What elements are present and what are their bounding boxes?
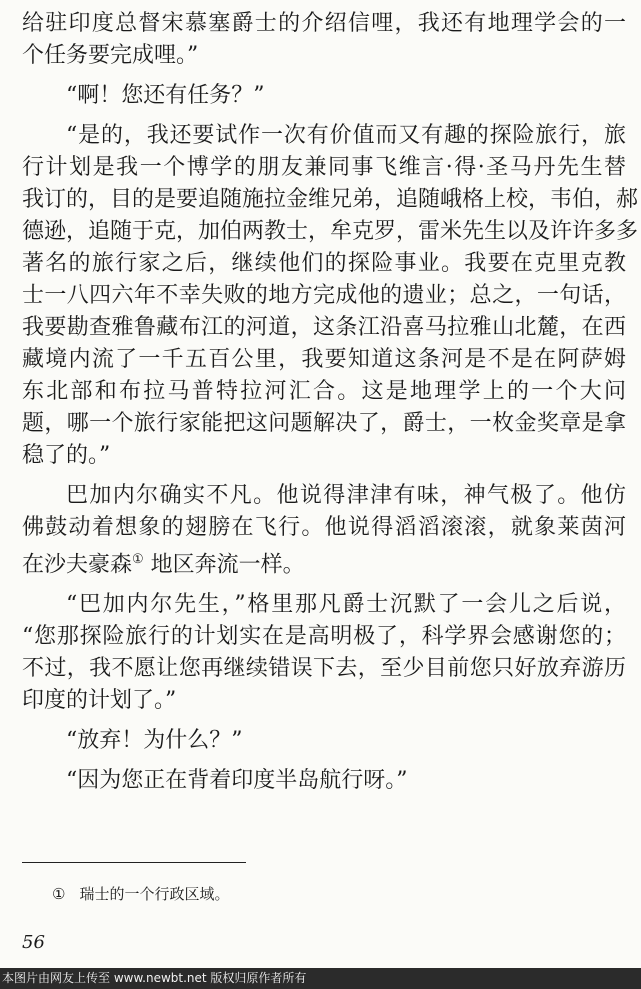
text-line: “巴加内尔先生，”格里那凡爵士沉默了一会儿之后说， xyxy=(66,592,626,618)
text-line: 个任务要完成哩。” xyxy=(22,43,199,68)
paragraph-7 xyxy=(22,765,626,797)
text-line: 题，哪一个旅行家能把这问题解决了，爵士，一枚金奖章是拿 xyxy=(22,411,626,436)
text-line: 著名的旅行家之后，继续他们的探险事业。我要在克里克教 xyxy=(22,251,626,276)
body-text xyxy=(22,8,639,805)
text-line: “是的，我还要试作一次有价值而又有趣的探险旅行，旅 xyxy=(66,123,626,148)
paragraph-1 xyxy=(22,8,626,72)
text-line: 不过，我不愿让您再继续错误下去，至少目前您只好放弃游历 xyxy=(22,656,626,682)
text-line: 印度的计划了。” xyxy=(22,688,177,714)
text-line: 给驻印度总督宋慕塞爵士的介绍信哩，我还有地理学会的一 xyxy=(22,11,626,36)
text-fragment: 在沙夫豪森 xyxy=(22,552,133,578)
text-line: “因为您正在背着印度半岛航行呀。” xyxy=(66,768,408,794)
paragraph-5 xyxy=(22,589,626,717)
text-line: 巴加内尔确实不凡。他说得津津有味，神气极了。他仿 xyxy=(66,483,626,508)
text-line: 士一八四六年不幸失败的地方完成他的遗业；总之，一句话， xyxy=(22,283,626,308)
text-line: 稳了的。” xyxy=(22,443,111,468)
text-line: “啊！您还有任务？” xyxy=(66,83,265,108)
footnote-ref-mark: ① xyxy=(132,552,144,567)
text-fragment: 地区奔流一样。 xyxy=(150,552,305,578)
paragraph-2 xyxy=(22,80,626,112)
footnote-divider xyxy=(22,862,246,863)
footnote xyxy=(52,884,229,904)
text-line xyxy=(22,544,626,581)
page-number: 56 xyxy=(22,932,45,953)
footnote-text: 瑞士的一个行政区域。 xyxy=(79,885,230,903)
text-line: 佛鼓动着想象的翅膀在飞行。他说得滔滔滚滚，就象莱茵河 xyxy=(22,515,626,540)
text-line: 我要勘查雅鲁藏布江的河道，这条江沿喜马拉雅山北麓，在西 xyxy=(22,315,626,340)
text-line: “放弃！为什么？” xyxy=(66,728,243,754)
text-line: 德逊，追随于克，加伯两教士，牟克罗，雷米先生以及许许多多 xyxy=(22,219,639,244)
text-line: 藏境内流了一千五百公里，我要知道这条河是不是在阿萨姆 xyxy=(22,347,626,372)
paragraph-3 xyxy=(22,120,639,472)
paragraph-4 xyxy=(22,480,626,581)
text-line: 我订的，目的是要追随施拉金维兄弟，追随峨格上校，韦伯，郝 xyxy=(22,187,639,212)
footnote-mark: ① xyxy=(52,885,66,903)
paragraph-6 xyxy=(22,725,626,757)
text-line: 东北部和布拉马普特拉河汇合。这是地理学上的一个大问 xyxy=(22,379,626,404)
text-line: 行计划是我一个博学的朋友兼同事飞维言·得·圣马丹先生替 xyxy=(22,155,626,180)
watermark-bar: 本图片由网友上传至 www.newbt.net 版权归原作者所有 xyxy=(0,968,641,989)
text-line: “您那探险旅行的计划实在是高明极了，科学界会感谢您的； xyxy=(22,624,626,650)
